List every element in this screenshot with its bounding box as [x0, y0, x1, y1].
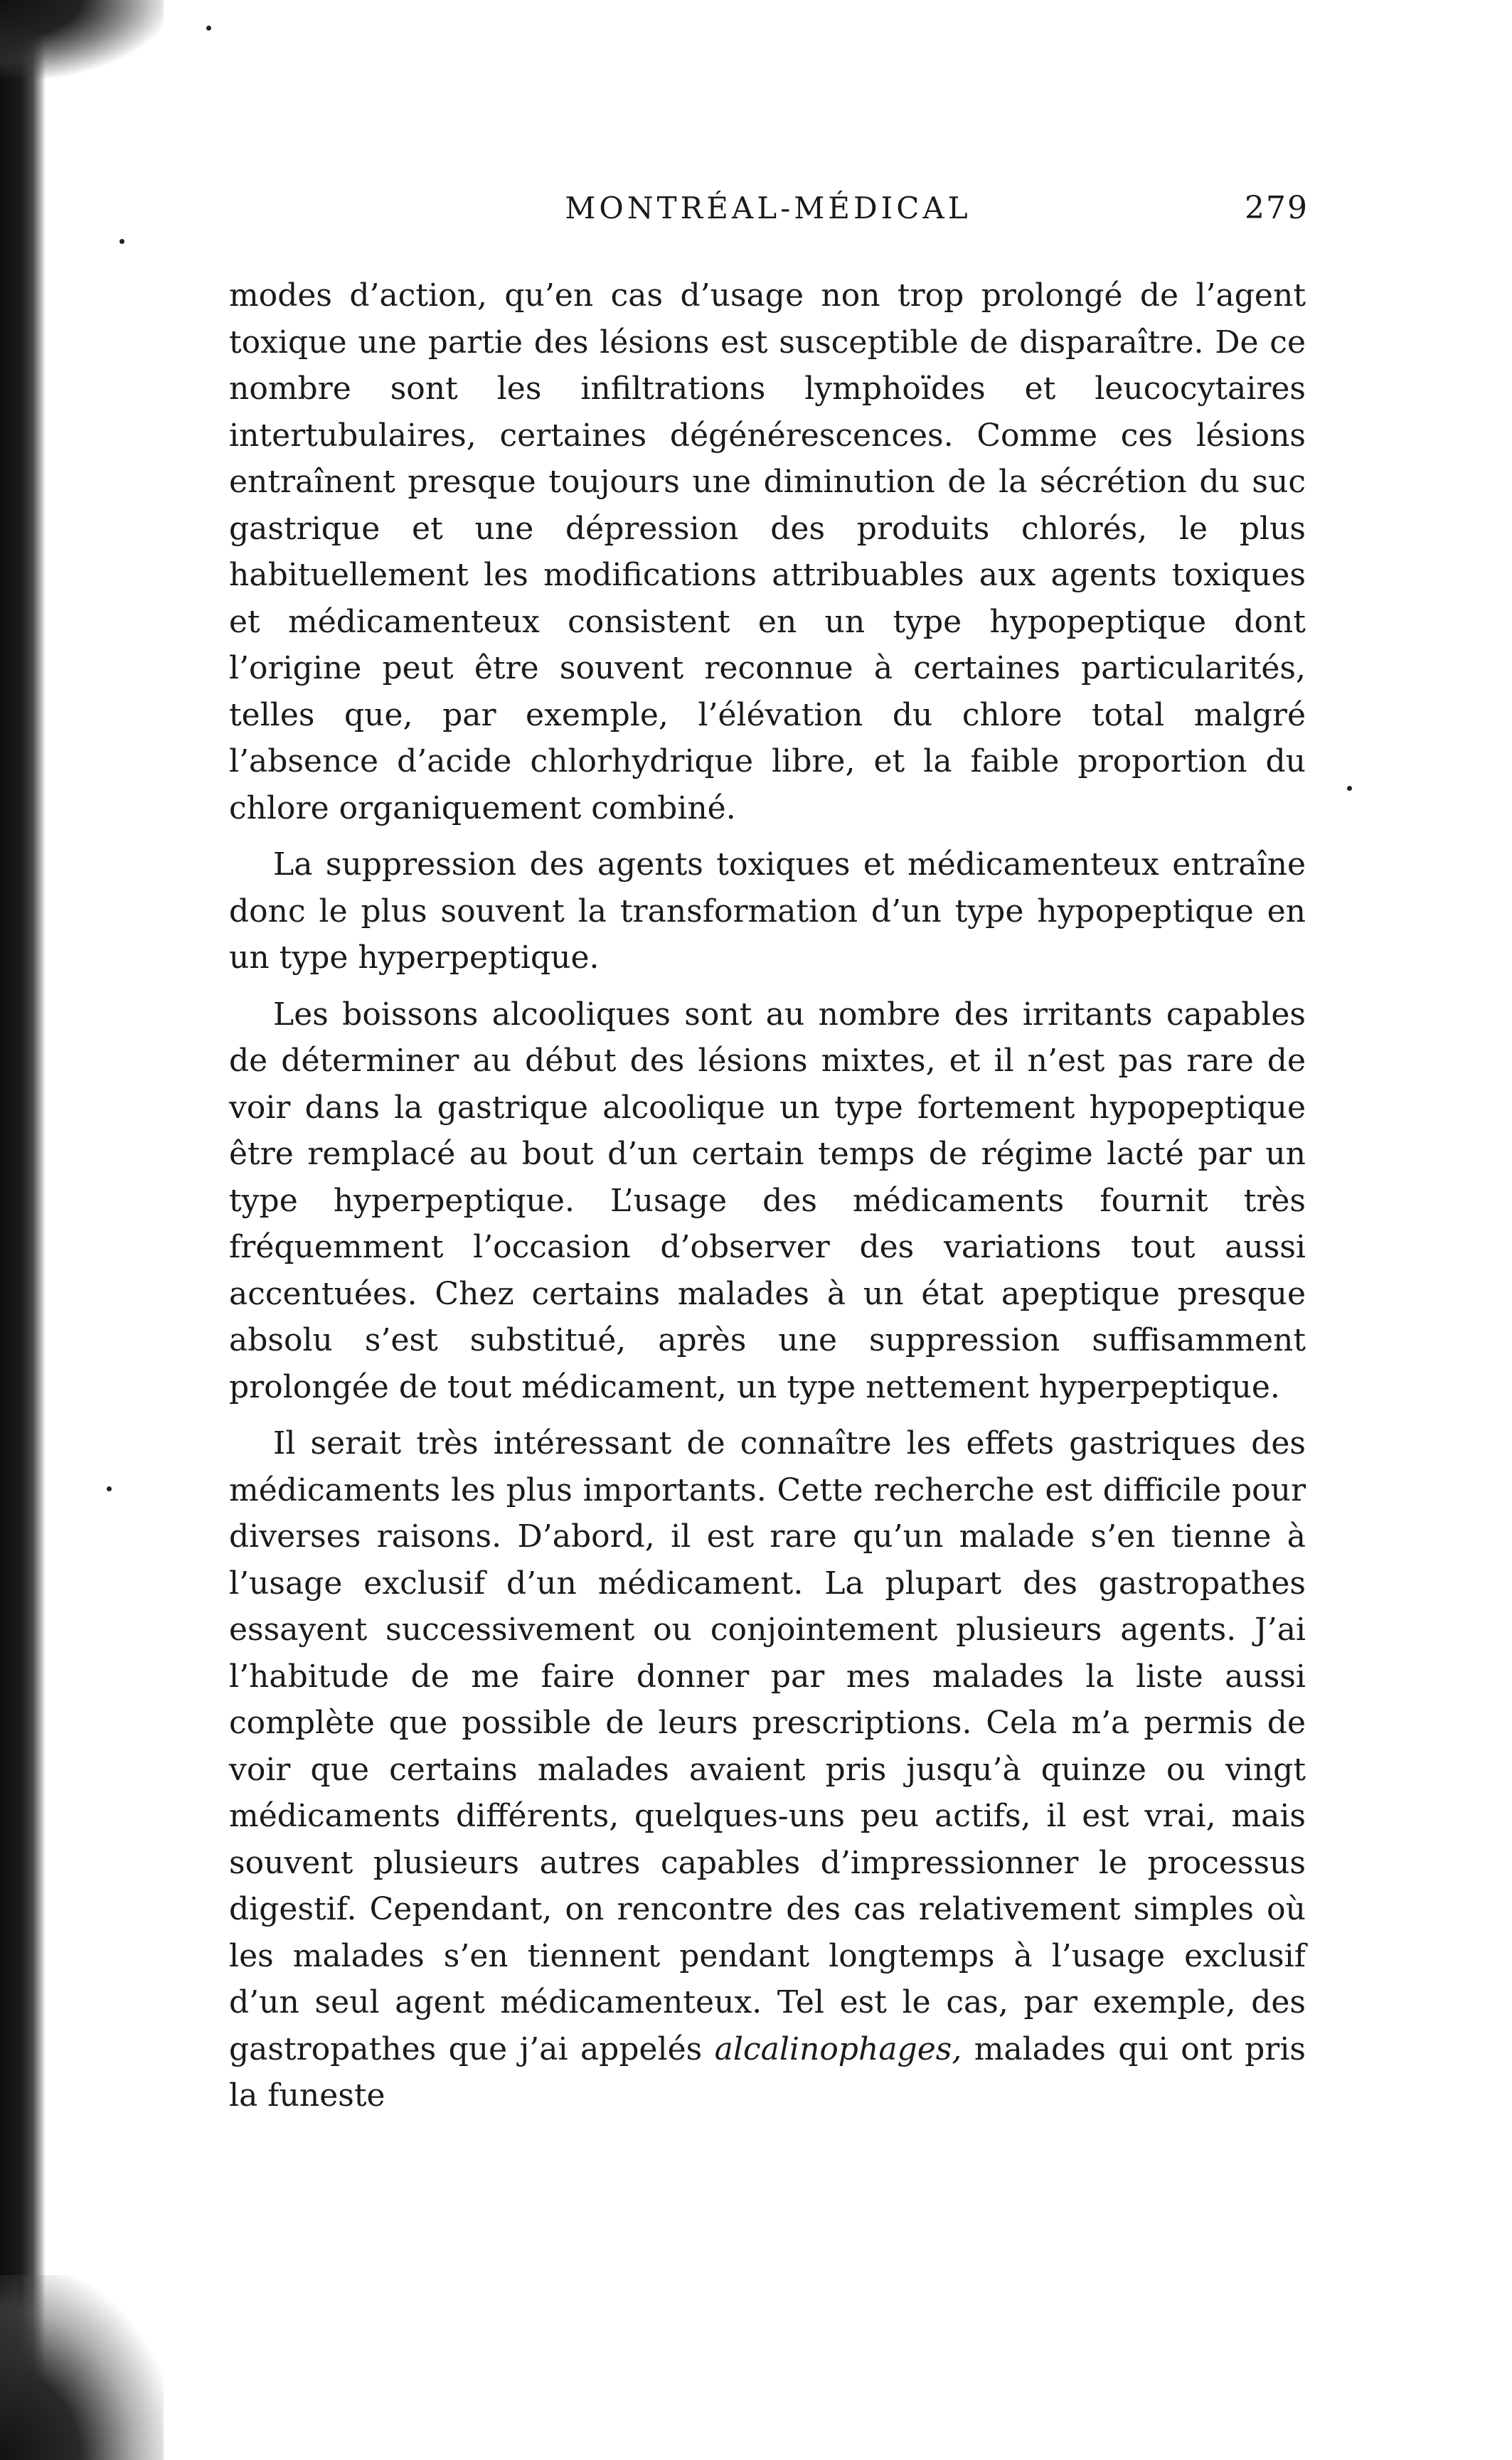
paragraph [229, 1420, 1306, 2119]
scan-speck [206, 26, 211, 31]
running-head [228, 183, 1309, 233]
scan-speck [1347, 786, 1352, 791]
page-number: 279 [1245, 190, 1309, 226]
scan-speck [107, 1486, 112, 1491]
scan-speck [119, 239, 124, 244]
italic-term: alcalinophages, [714, 2030, 962, 2067]
binding-shadow-top [0, 0, 164, 78]
paragraph-text: malades qui ont pris la funeste [229, 2030, 1306, 2114]
binding-shadow [0, 0, 46, 2460]
binding-shadow-bottom [0, 2275, 164, 2460]
paragraph: Les boissons alcooliques sont au nombre des irritants capables de déterminer au début des lésions mixtes, et il n’est pas rare de voir dans la gastrique alcoolique un type fortement hypopeptique être remplacé au bout d’un certain temps de régime lacté par un type hyperpeptique. L’usage des médicaments fournit très fréquemment l’occasion d’observer des variations tout aussi accentuées. Chez certains malades à un état apeptique presque absolu s’est substitué, après une suppression suffisamment prolongée de tout médicament, un type nettement hyperpeptique. [229, 996, 1306, 1405]
paragraph: modes d’action, qu’en cas d’usage non trop prolongé de l’agent toxique une partie des lésions est susceptible de disparaître. De ce nombre sont les infiltrations lymphoïdes et leucocytaires intertubulaires, certaines dégénérescences. Comme ces lésions entraînent presque toujours une diminution de la sécrétion du suc gastrique et une dépression des produits chlorés, le plus habituellement les modifications attribuables aux agents toxiques et médicamenteux consistent en un type hypopeptique dont l’origine peut être souvent reconnue à certaines particularités, telles que, par exemple, l’élévation du chlore total malgré l’absence d’acide chlorhydrique libre, et la faible proportion du chlore organiquement combiné. [229, 277, 1306, 826]
running-title: MONTRÉAL-MÉDICAL [565, 191, 971, 225]
paragraph-text: Il serait très intéressant de connaître les effets gastriques des médicaments les plus importants. Cette recherche est difficile pour diverses raisons. D’abord, il est rare qu’un malade s’en tienne à l’usage exclusif d’un médicament. La plupart des gastropathes essayent successivement ou conjointement plusieurs agents. J’ai l’habitude de me faire donner par mes malades la liste aussi complète que possible de leurs prescriptions. Cela m’a permis de voir que certains malades avaient pris jusqu’à quinze ou vingt médicaments différents, quelques-uns peu actifs, il est vrai, mais souvent plusieurs autres capables d’impressionner le processus digestif. Cependant, on rencontre des cas relativement simples où les malades s’en tiennent pendant longtemps à l’usage exclusif d’un seul agent médicamenteux. Tel est le cas, par exemple, des gastropathes que j’ai appelés [229, 1425, 1306, 2067]
body-text [229, 272, 1306, 2119]
paragraph: La suppression des agents toxiques et médicamenteux entraîne donc le plus souvent la transformation d’un type hypopeptique en un type hyperpeptique. [229, 846, 1306, 976]
